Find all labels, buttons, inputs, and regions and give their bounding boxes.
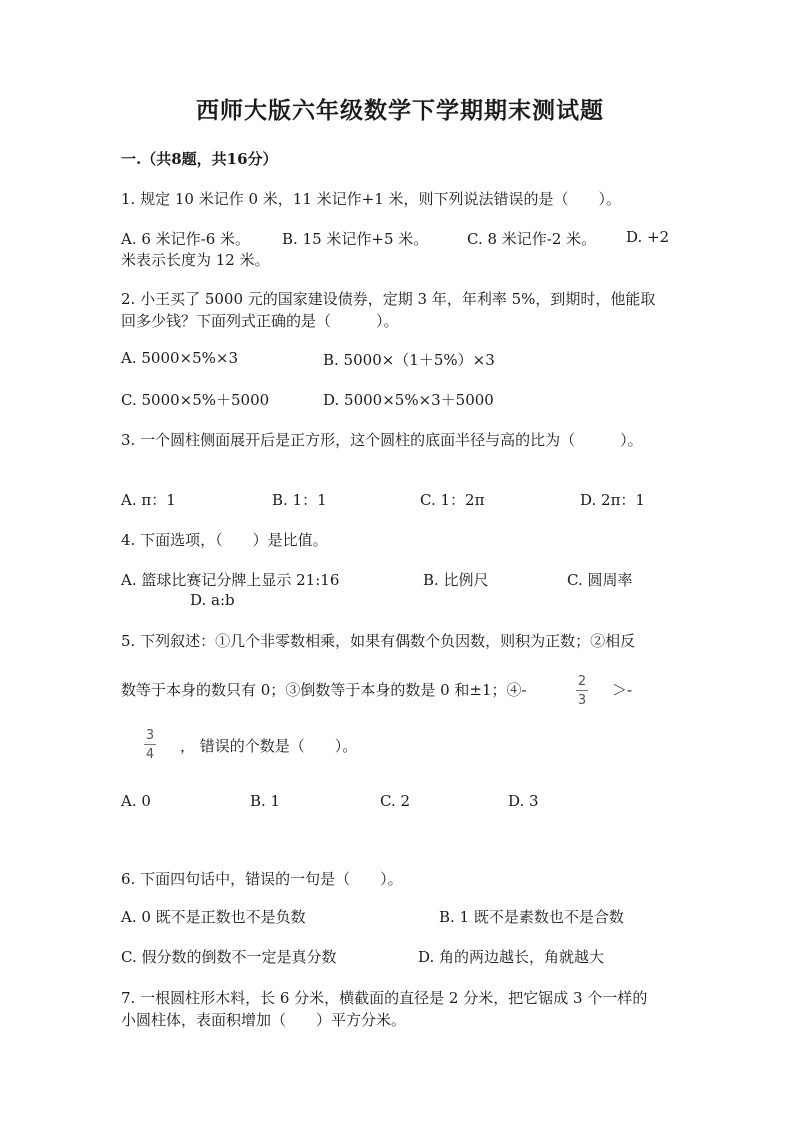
question-6-stem: 6. 下面四句话中，错误的一句是（ ）。 bbox=[121, 870, 403, 888]
question-5-option-d: D. 3 bbox=[508, 792, 539, 810]
question-3-option-b: B. 1：1 bbox=[272, 491, 327, 509]
question-6-option-c: C. 假分数的倒数不一定是真分数 bbox=[121, 948, 337, 966]
question-5-stem-line-2: 数等于本身的数只有 0；③倒数等于本身的数是 0 和±1；④- bbox=[121, 681, 527, 699]
question-5-stem-line-3: ， 错误的个数是（ ）。 bbox=[180, 737, 358, 755]
question-5-option-c: C. 2 bbox=[380, 792, 411, 810]
fraction-two-thirds bbox=[576, 674, 588, 708]
question-1-option-d: D. +2 bbox=[626, 228, 670, 246]
question-4-stem: 4. 下面选项，（ ）是比值。 bbox=[121, 531, 328, 549]
question-1-stem: 1. 规定 10 米记作 0 米，11 米记作+1 米，则下列说法错误的是（ ）。 bbox=[121, 190, 622, 208]
question-7-stem-line-2: 小圆柱体，表面积增加（ ）平方分米。 bbox=[121, 1011, 407, 1029]
fraction-three-quarters bbox=[144, 728, 156, 762]
question-7-stem-line-1: 7. 一根圆柱形木料，长 6 分米，横截面的直径是 2 分米，把它锯成 3 个一样的 bbox=[121, 989, 648, 1007]
question-3-stem: 3. 一个圆柱侧面展开后是正方形，这个圆柱的底面半径与高的比为（ ）。 bbox=[121, 431, 643, 449]
page-title: 西师大版六年级数学下学期期末测试题 bbox=[196, 97, 604, 124]
question-5-option-b: B. 1 bbox=[250, 792, 281, 810]
question-1-option-d-continued: 米表示长度为 12 米。 bbox=[121, 251, 270, 269]
question-4-option-b: B. 比例尺 bbox=[423, 571, 489, 589]
question-5-option-a: A. 0 bbox=[121, 792, 151, 810]
fraction-bar bbox=[576, 690, 588, 691]
question-4-option-d: D. a:b bbox=[190, 591, 235, 609]
fraction-numerator: 3 bbox=[145, 728, 155, 743]
question-6-option-b: B. 1 既不是素数也不是合数 bbox=[439, 908, 624, 926]
question-1-option-c: C. 8 米记作-2 米。 bbox=[467, 230, 597, 248]
question-2-option-b: B. 5000×（1＋5%）×3 bbox=[323, 351, 495, 369]
question-5-stem-line-1: 5. 下列叙述：①几个非零数相乘，如果有偶数个负因数，则积为正数；②相反 bbox=[121, 632, 636, 650]
question-5-comparison: ＞- bbox=[612, 681, 633, 699]
question-3-option-a: A. π：1 bbox=[121, 491, 176, 509]
fraction-denominator: 3 bbox=[577, 693, 587, 708]
question-2-stem-line-2: 回多少钱？下面列式正确的是（ ）。 bbox=[121, 312, 399, 330]
question-1-option-a: A. 6 米记作-6 米。 bbox=[121, 230, 251, 248]
question-4-option-c: C. 圆周率 bbox=[567, 571, 633, 589]
fraction-numerator: 2 bbox=[577, 674, 587, 689]
question-2-option-c: C. 5000×5%＋5000 bbox=[121, 391, 270, 409]
question-6-option-a: A. 0 既不是正数也不是负数 bbox=[121, 908, 306, 926]
fraction-denominator: 4 bbox=[145, 747, 155, 762]
section-heading: 一.（共8题，共16分） bbox=[121, 150, 278, 168]
question-2-option-d: D. 5000×5%×3＋5000 bbox=[323, 391, 494, 409]
question-3-option-d: D. 2π：1 bbox=[580, 491, 645, 509]
question-2-stem-line-1: 2. 小王买了 5000 元的国家建设债券，定期 3 年，年利率 5%，到期时，他能取 bbox=[121, 290, 656, 308]
question-3-option-c: C. 1：2π bbox=[420, 491, 485, 509]
question-2-option-a: A. 5000×5%×3 bbox=[121, 349, 239, 367]
question-1-option-b: B. 15 米记作+5 米。 bbox=[282, 230, 429, 248]
question-6-option-d: D. 角的两边越长，角就越大 bbox=[418, 948, 605, 966]
fraction-bar bbox=[144, 744, 156, 745]
question-4-option-a: A. 篮球比赛记分牌上显示 21:16 bbox=[121, 571, 340, 589]
